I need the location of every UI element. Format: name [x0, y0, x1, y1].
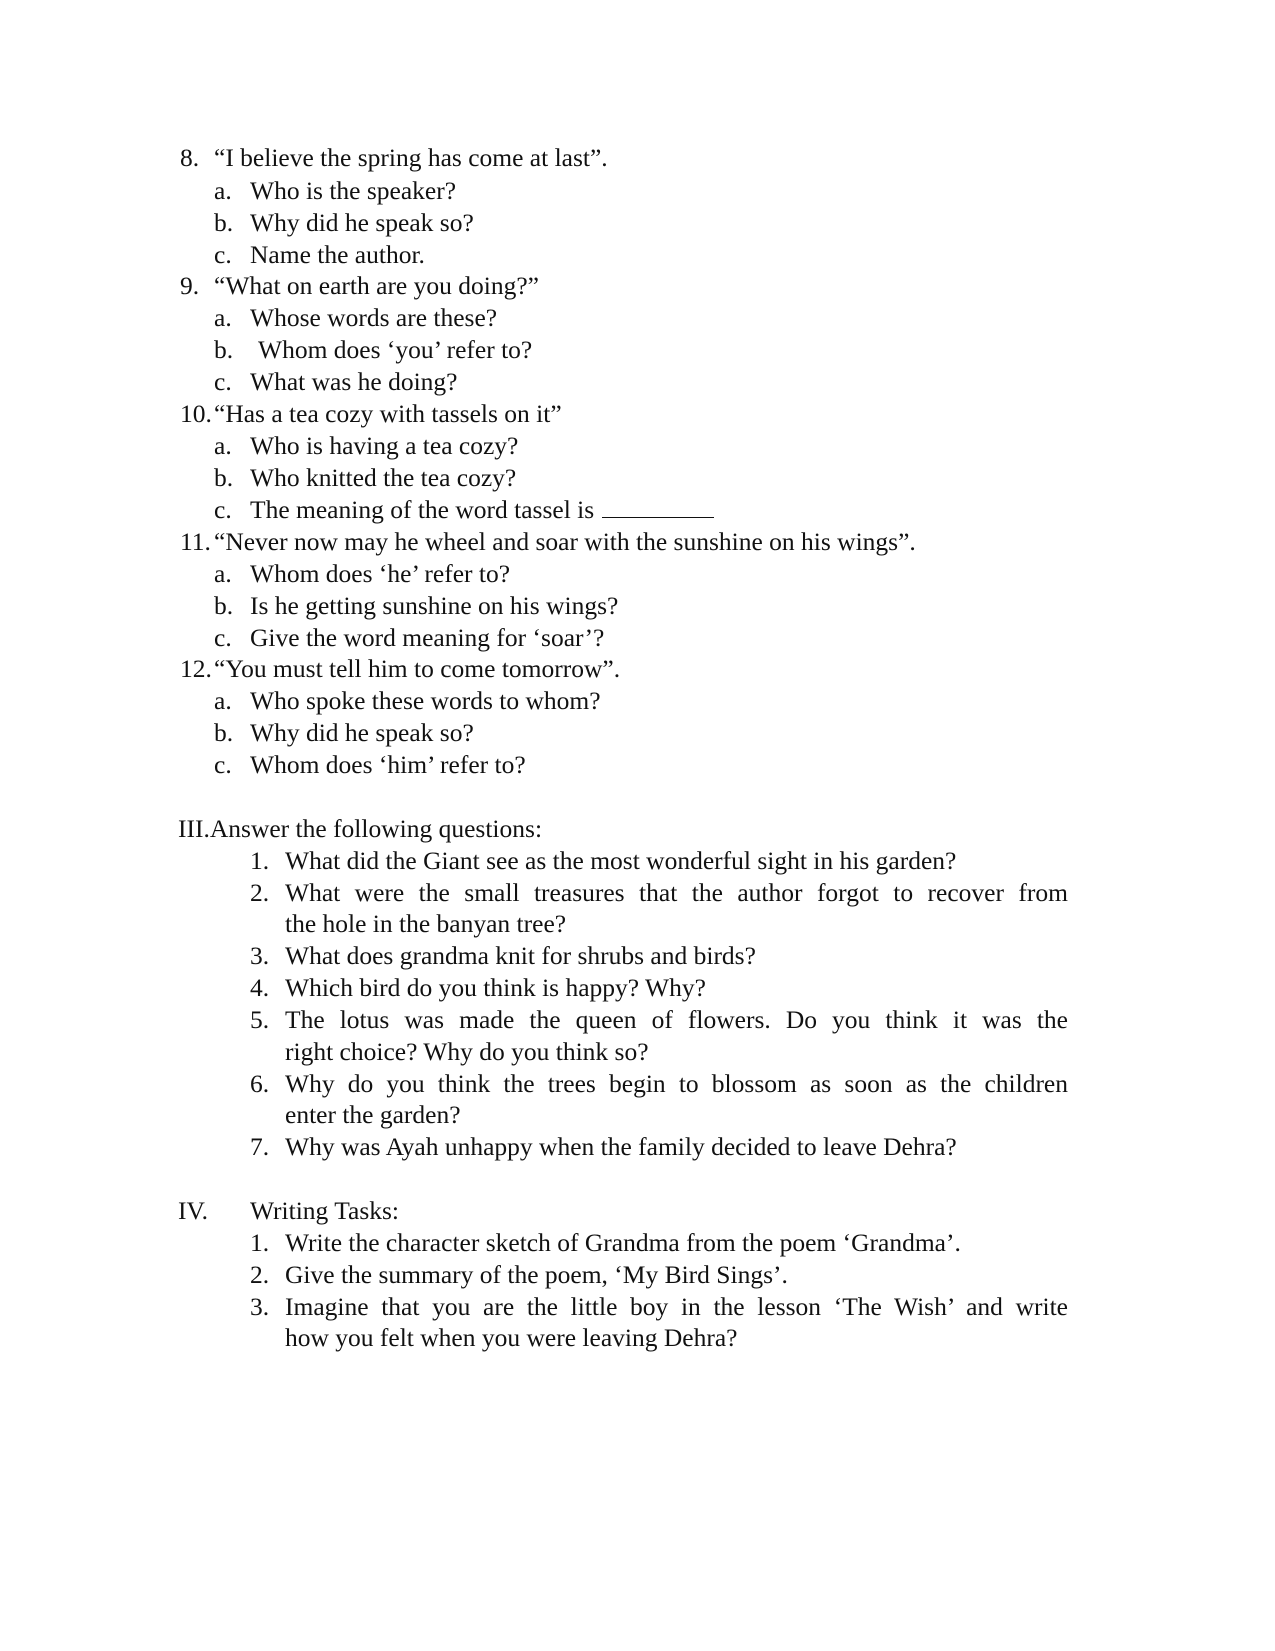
question-quote: “You must tell him to come tomorrow”. — [214, 654, 621, 683]
sub-question-text: The meaning of the word tassel is — [250, 495, 595, 524]
list-item: What does grandma knit for shrubs and birds? — [285, 941, 756, 970]
list-number: 3. — [250, 1292, 270, 1321]
question-number: 12. — [180, 654, 212, 683]
list-item: Why was Ayah unhappy when the family decided to leave Dehra? — [285, 1132, 957, 1161]
sub-letter: a. — [214, 559, 232, 588]
question-quote: “I believe the spring has come at last”. — [214, 143, 608, 172]
sub-question: Whom does ‘you’ refer to? — [258, 335, 533, 364]
sub-question: Whom does ‘him’ refer to? — [250, 750, 526, 779]
sub-letter: c. — [214, 367, 232, 396]
list-item: Give the summary of the poem, ‘My Bird Sings’. — [285, 1260, 788, 1289]
question-quote: “Has a tea cozy with tassels on it” — [214, 399, 562, 428]
question-quote: “What on earth are you doing?” — [214, 271, 539, 300]
list-number: 4. — [250, 973, 270, 1002]
list-number: 2. — [250, 878, 270, 907]
list-item-continuation: enter the garden? — [285, 1100, 461, 1129]
sub-letter: c. — [214, 240, 232, 269]
section-heading: III.Answer the following questions: — [178, 814, 543, 843]
sub-letter: b. — [214, 335, 234, 364]
question-quote: “Never now may he wheel and soar with the sunshine on his wings”. — [214, 527, 916, 556]
question-number: 9. — [180, 271, 200, 300]
list-number: 1. — [250, 1228, 270, 1257]
list-item: What did the Giant see as the most wonderful sight in his garden? — [285, 846, 957, 875]
sub-question-with-blank — [250, 493, 714, 526]
question-number: 10. — [180, 399, 212, 428]
sub-question: Who spoke these words to whom? — [250, 686, 601, 715]
sub-letter: b. — [214, 208, 234, 237]
sub-letter: b. — [214, 718, 234, 747]
sub-letter: a. — [214, 176, 232, 205]
list-item: Imagine that you are the little boy in the lesson ‘The Wish’ and write — [285, 1292, 1068, 1321]
list-number: 6. — [250, 1069, 270, 1098]
list-item: The lotus was made the queen of flowers. Do you think it was the — [285, 1005, 1068, 1034]
list-item: Which bird do you think is happy? Why? — [285, 973, 706, 1002]
sub-question: Name the author. — [250, 240, 425, 269]
section-roman-numeral: IV. — [178, 1196, 208, 1225]
list-item-continuation: right choice? Why do you think so? — [285, 1037, 649, 1066]
sub-question: Is he getting sunshine on his wings? — [250, 591, 619, 620]
sub-question: Whom does ‘he’ refer to? — [250, 559, 511, 588]
list-number: 1. — [250, 846, 270, 875]
sub-letter: b. — [214, 463, 234, 492]
list-number: 7. — [250, 1132, 270, 1161]
sub-question: Why did he speak so? — [250, 718, 474, 747]
question-number: 8. — [180, 143, 200, 172]
list-number: 2. — [250, 1260, 270, 1289]
sub-letter: a. — [214, 686, 232, 715]
sub-letter: b. — [214, 591, 234, 620]
sub-letter: c. — [214, 495, 232, 524]
sub-question: Whose words are these? — [250, 303, 498, 332]
sub-question: Give the word meaning for ‘soar’? — [250, 623, 605, 652]
sub-question: What was he doing? — [250, 367, 458, 396]
list-number: 5. — [250, 1005, 270, 1034]
section-heading: Writing Tasks: — [250, 1196, 400, 1225]
sub-question: Who is having a tea cozy? — [250, 431, 519, 460]
sub-question: Why did he speak so? — [250, 208, 474, 237]
list-item: Write the character sketch of Grandma from the poem ‘Grandma’. — [285, 1228, 961, 1257]
sub-letter: c. — [214, 750, 232, 779]
list-item-continuation: how you felt when you were leaving Dehra? — [285, 1323, 738, 1352]
list-item-continuation: the hole in the banyan tree? — [285, 909, 567, 938]
list-item: What were the small treasures that the author forgot to recover from — [285, 878, 1068, 907]
list-item: Why do you think the trees begin to blossom as soon as the children — [285, 1069, 1068, 1098]
sub-question: Who is the speaker? — [250, 176, 457, 205]
answer-blank-line — [602, 497, 714, 518]
list-number: 3. — [250, 941, 270, 970]
sub-letter: a. — [214, 303, 232, 332]
question-number: 11. — [180, 527, 211, 556]
sub-letter: a. — [214, 431, 232, 460]
sub-question: Who knitted the tea cozy? — [250, 463, 517, 492]
sub-letter: c. — [214, 623, 232, 652]
